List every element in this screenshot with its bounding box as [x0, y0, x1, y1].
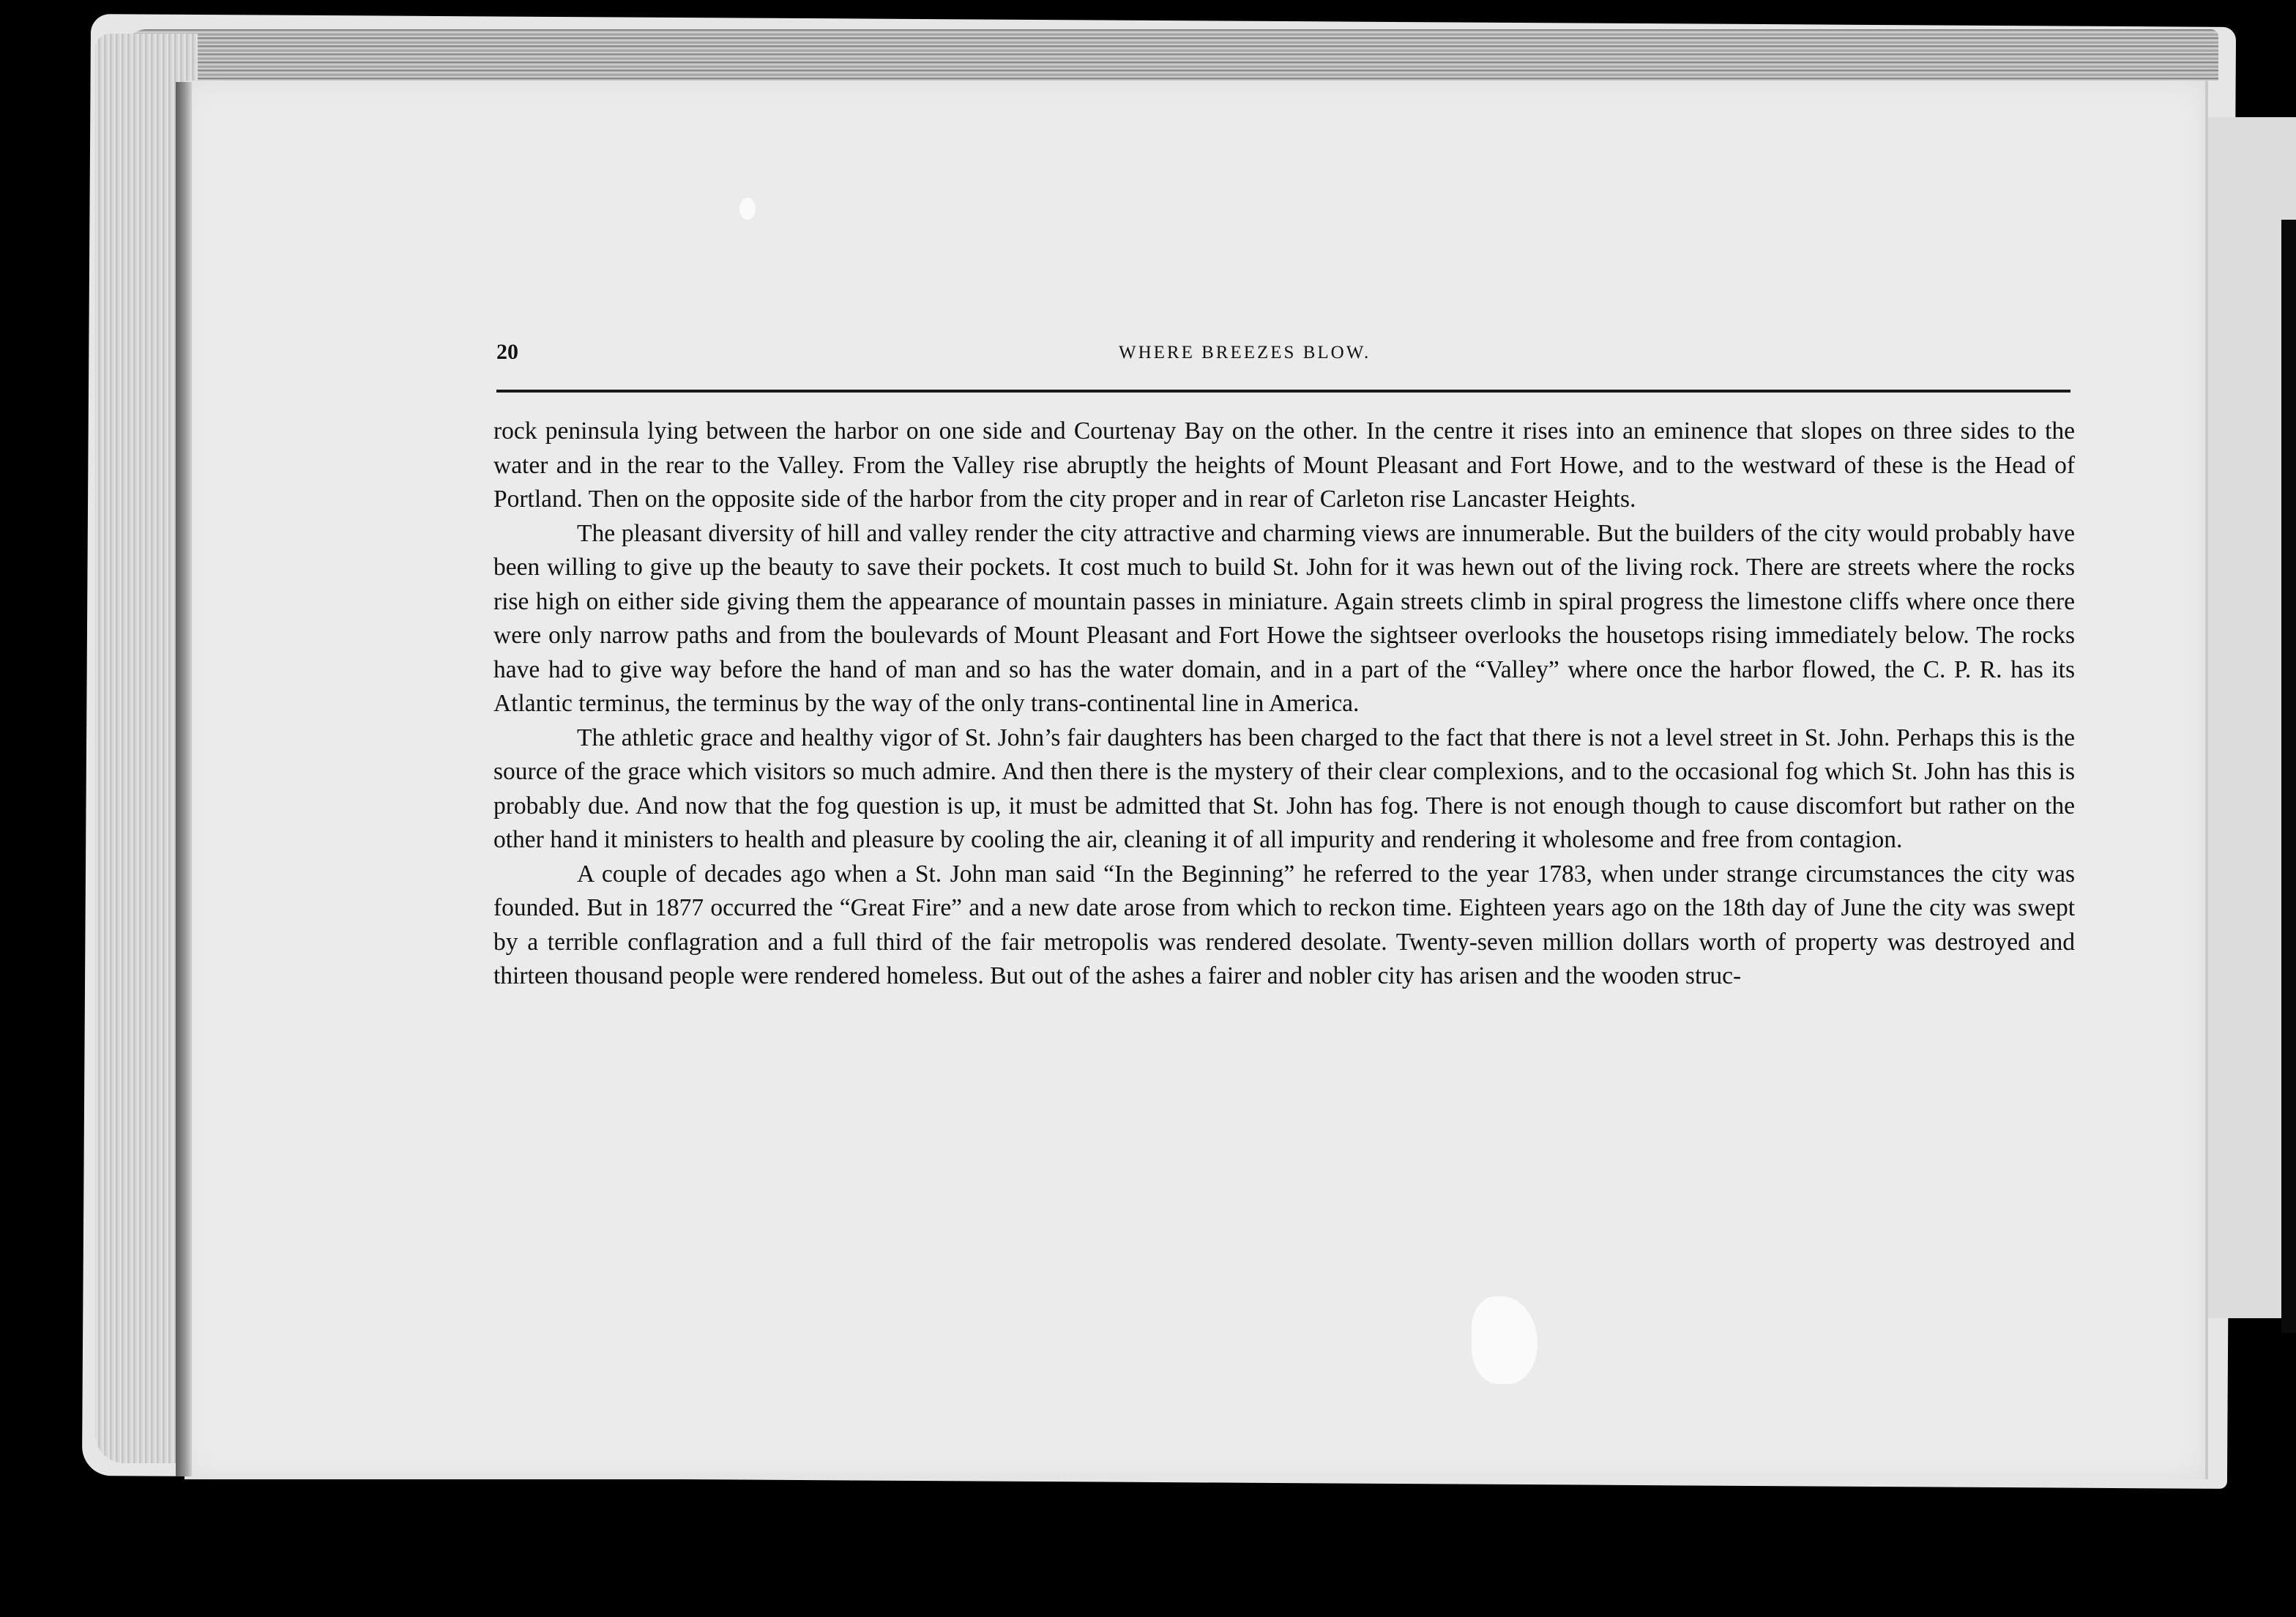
page-number: 20: [496, 340, 518, 364]
paragraph: The athletic grace and healthy vigor of St. John’s fair daughters has been charged to the fact that there is not a level street in St. John. Perhaps this is the source of the grace which visitors so much admire. And then there is the mystery of their clear complexions, and to the occasional fog which St. John has this is probably due. And now that the fog question is up, it must be admitted that St. John has fog. There is not enough though to cause discomfort but rather on the other hand it ministers to health and pleasure by cooling the air, cleaning it of all impurity and rendering it wholesome and free from contagion.: [493, 724, 2075, 853]
page-edges-top: [124, 29, 2218, 81]
paper-blemish: [739, 198, 756, 220]
header-rule: [496, 390, 2070, 393]
running-title: WHERE BREEZES BLOW.: [1119, 343, 1371, 363]
body-text: [493, 415, 2075, 994]
paragraph-continued: rock peninsula lying between the harbor on one side and Courtenay Bay on the other. In the centre it rises into an eminence that slopes on three sides to the water and in the rear to the Valley. From the Valley rise abruptly the heights of Mount Pleasant and Fort Howe, and to the westward of these is the Head of Portland. Then on the opposite side of the harbor from the city proper and in rear of Carleton rise Lancaster Heights.: [493, 417, 2075, 513]
page-gutter: [176, 82, 192, 1476]
facing-page-shadow: [2281, 220, 2296, 1333]
running-head: [496, 340, 2070, 369]
paragraph: The pleasant diversity of hill and valley render the city attractive and charming views are innumerable. But the builders of the city would probably have been willing to give up the beauty to save their pockets. It cost much to build St. John for it was hewn out of the living rock. There are streets where the rocks rise high on either side giving them the appearance of mountain passes in miniature. Again streets climb in spiral progress the limestone cliffs where once there were only narrow paths and from the boulevards of Mount Pleasant and Fort Howe the sightseer overlooks the housetops rising immediately below. The rocks have had to give way before the hand of man and so has the water domain, and in a part of the “Valley” where once the harbor flowed, the C. P. R. has its Atlantic terminus, the terminus by the way of the only trans-continental line in America.: [493, 519, 2075, 717]
paragraph: A couple of decades ago when a St. John man said “In the Beginning” he referred to the year 1783, when under strange circumstances the city was founded. But in 1877 occurred the “Great Fire” and a new date arose from which to reckon time. Eighteen years ago on the 18th day of June the city was swept by a terrible conflagration and a full third of the fair metropolis was rendered desolate. Twenty-seven million dollars worth of property was destroyed and thirteen thousand people were rendered homeless. But out of the ashes a fairer and nobler city has arisen and the wooden struc-: [493, 860, 2075, 989]
